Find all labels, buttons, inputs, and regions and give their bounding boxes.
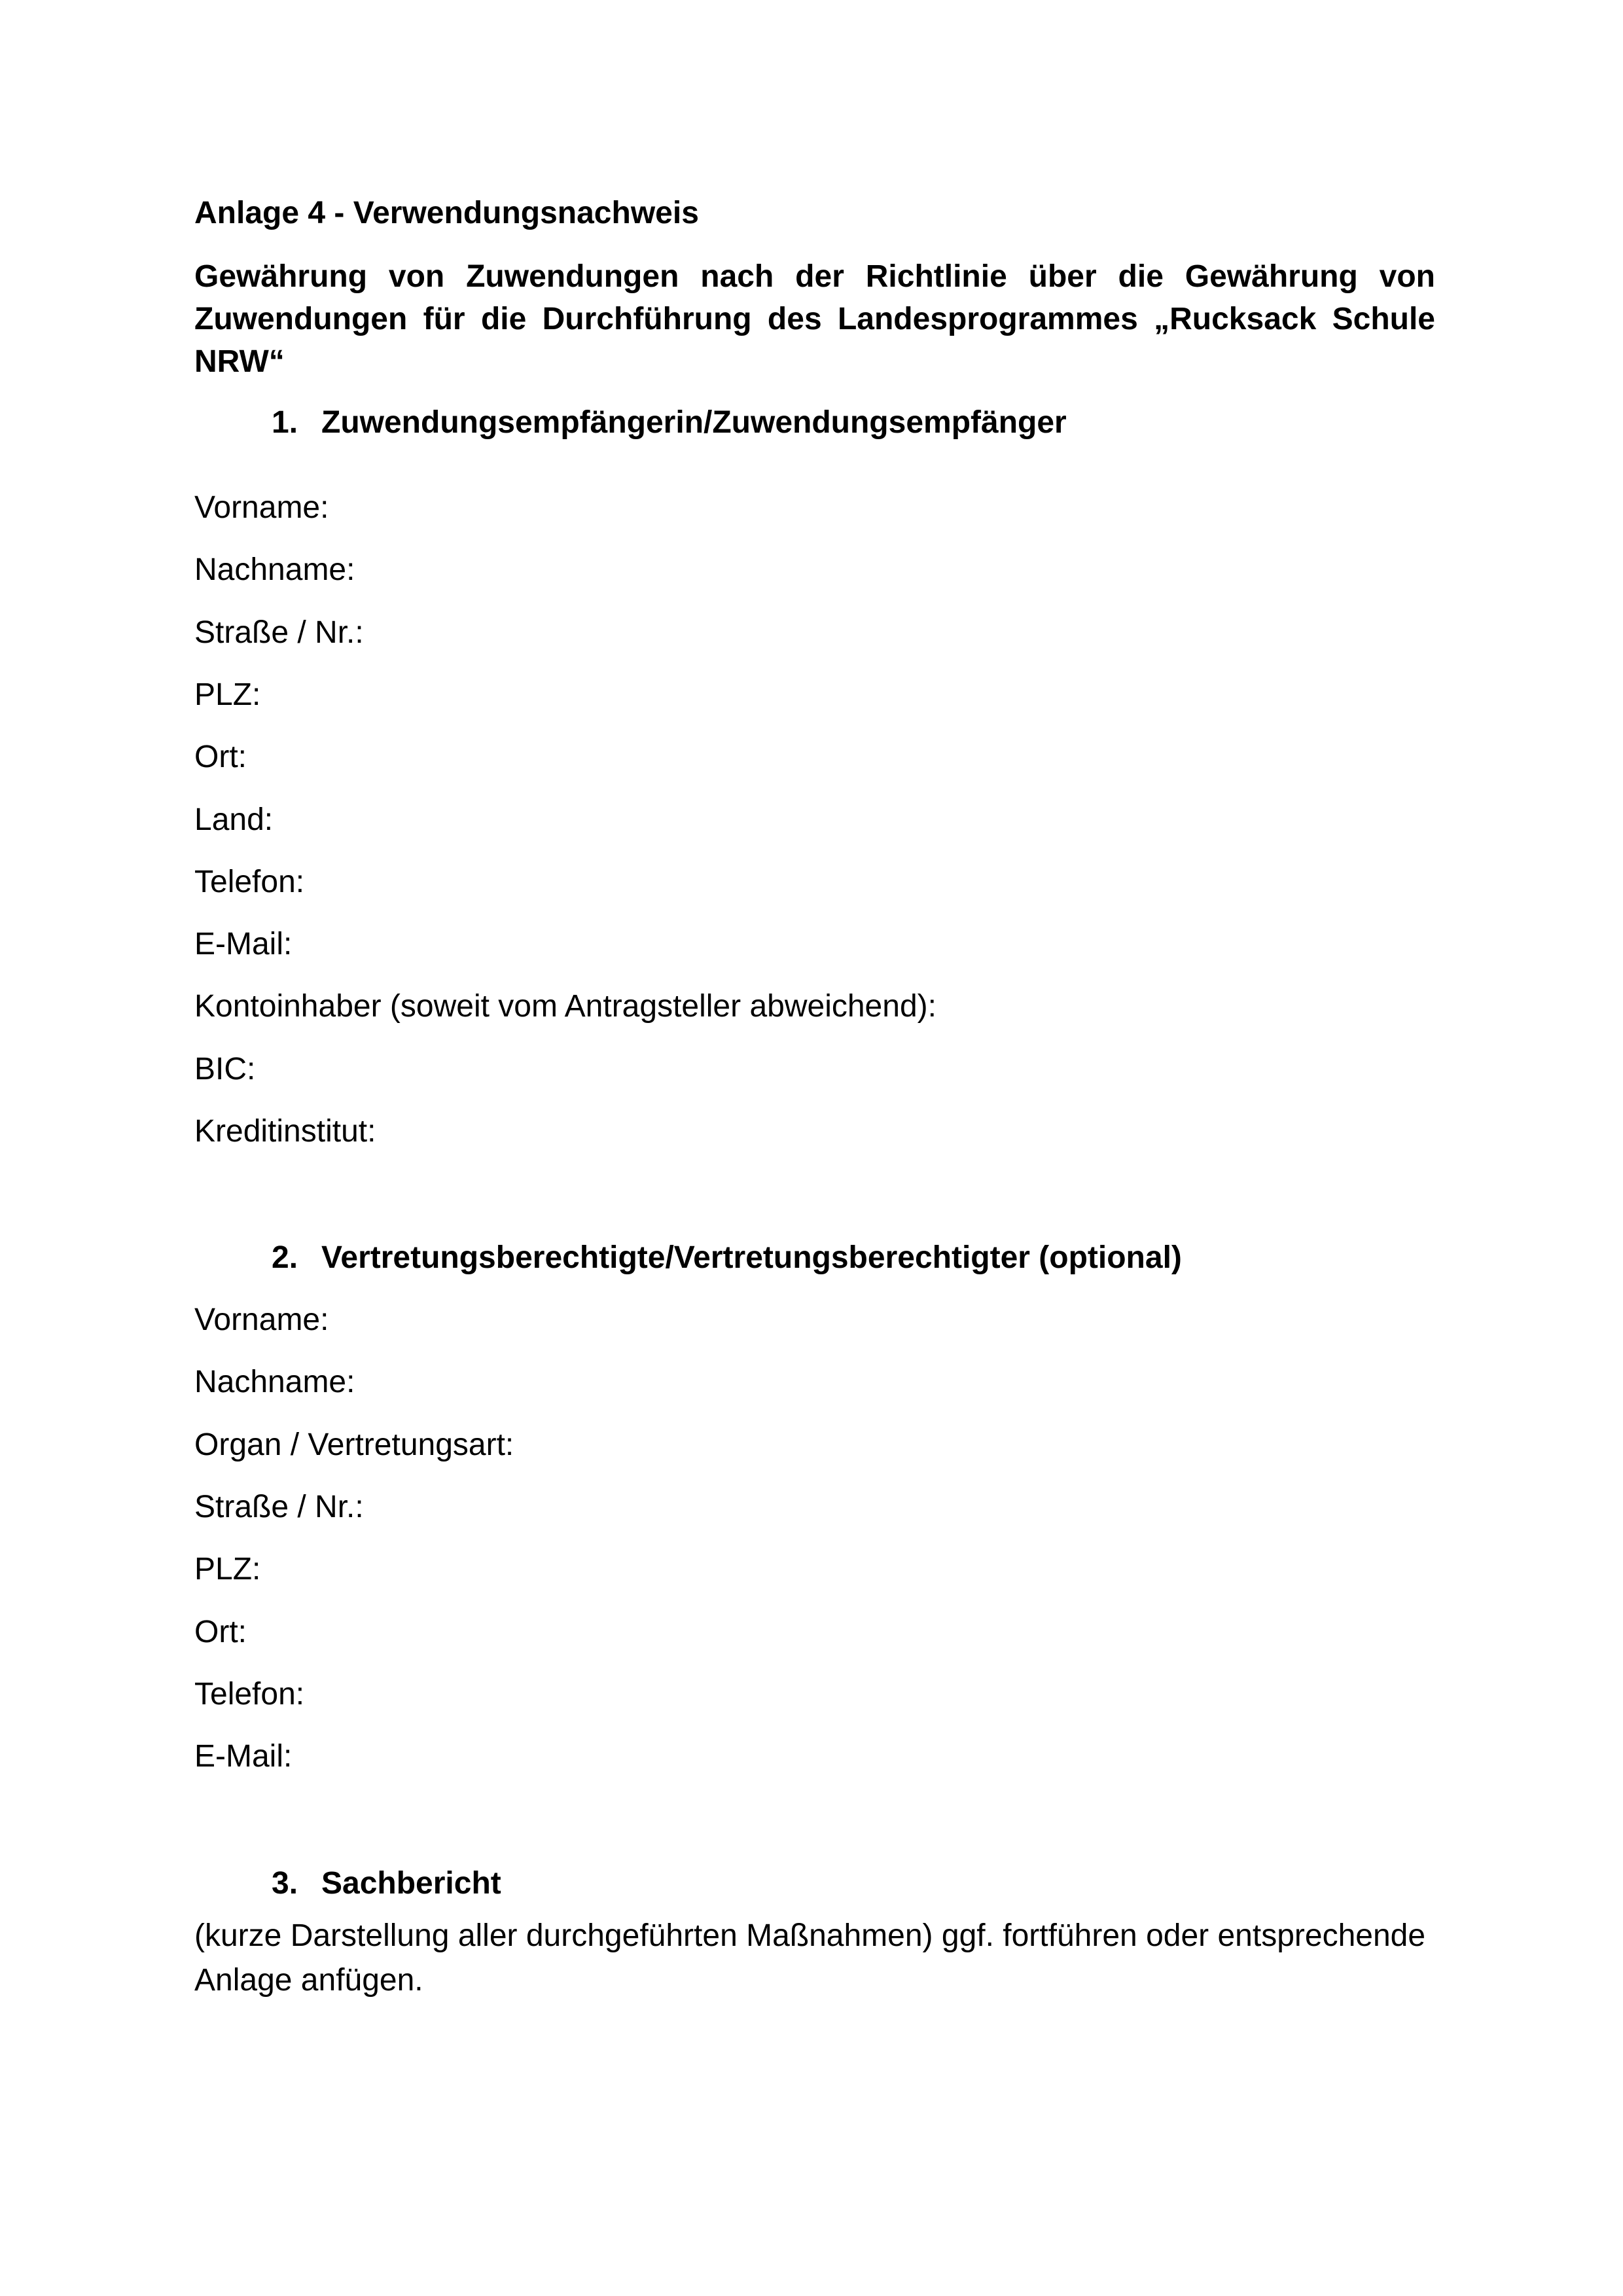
field-label: PLZ: <box>194 677 261 712</box>
field-label: Nachname: <box>194 552 355 587</box>
field-label: Ort: <box>194 1615 247 1649</box>
field-label: Straße / Nr.: <box>194 1490 364 1524</box>
section-1-number: 1. <box>272 405 298 440</box>
section-3-heading <box>272 1864 501 1903</box>
section-3-title: Sachbericht <box>321 1866 501 1901</box>
section-2-number: 2. <box>272 1240 298 1275</box>
field-label: PLZ: <box>194 1552 261 1587</box>
field-label: Vorname: <box>194 490 329 525</box>
field-label: Vorname: <box>194 1302 329 1337</box>
field-label: BIC: <box>194 1052 256 1086</box>
field-label: Organ / Vertretungsart: <box>194 1427 514 1462</box>
section-3-number: 3. <box>272 1866 298 1901</box>
field-label: E-Mail: <box>194 927 293 961</box>
field-label: Telefon: <box>194 1677 305 1712</box>
section-2-title: Vertretungsberechtigte/Vertretungsberechtigter (optional) <box>321 1240 1182 1275</box>
field-label: Kontoinhaber (soweit vom Antragsteller abweichend): <box>194 989 936 1024</box>
document-title: Anlage 4 - Verwendungsnachweis <box>194 196 699 230</box>
section-2-heading <box>272 1238 1182 1278</box>
field-label: Nachname: <box>194 1365 355 1399</box>
document-subject: Gewährung von Zuwendungen nach der Richtlinie über die Gewährung von Zuwendungen für die Durchführung des Landesprogrammes „Rucksack Schule NRW“ <box>194 259 1435 379</box>
field-label: Telefon: <box>194 865 305 899</box>
section-3-note: (kurze Darstellung aller durchgeführten Maßnahmen) ggf. fortführen oder entsprechende Anlage anfügen. <box>194 1918 1426 1998</box>
field-label: Ort: <box>194 740 247 774</box>
field-label: E-Mail: <box>194 1739 293 1774</box>
section-1-heading <box>272 403 1067 442</box>
field-label: Straße / Nr.: <box>194 615 364 650</box>
section-1-title: Zuwendungsempfängerin/Zuwendungsempfänger <box>321 405 1067 440</box>
field-label: Kreditinstitut: <box>194 1114 376 1149</box>
field-label: Land: <box>194 802 274 837</box>
